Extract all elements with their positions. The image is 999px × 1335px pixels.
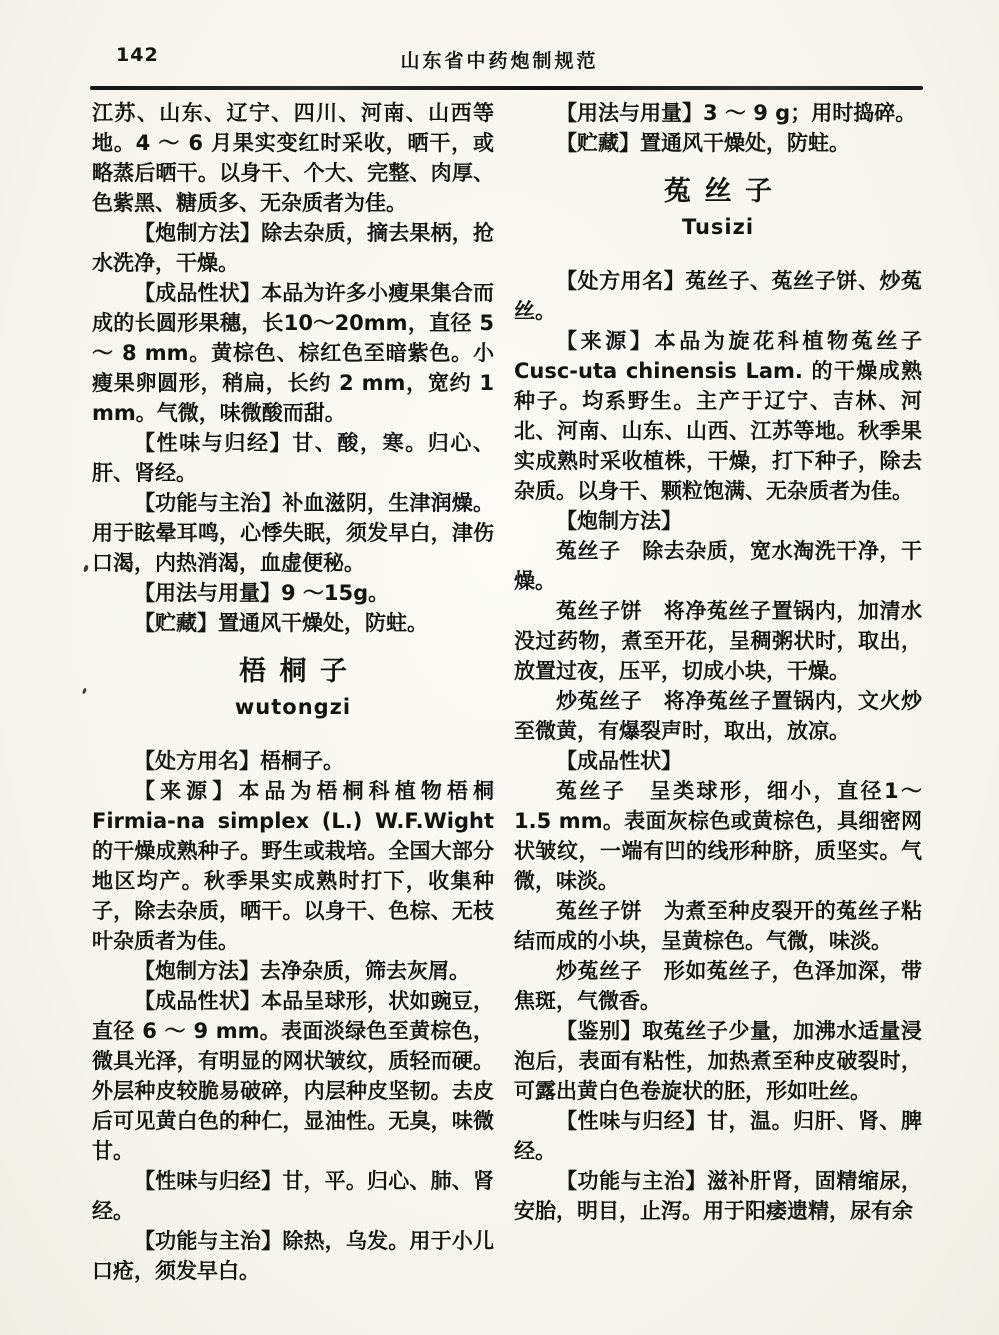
paragraph-zhucang (514, 128, 922, 158)
scan-speck (83, 565, 89, 573)
field-label: 【用法与用量】 (134, 581, 281, 605)
paragraph-gongneng (514, 1166, 922, 1226)
paragraph-paozhi (92, 956, 494, 986)
field-text: 去净杂质，筛去灰屑。 (260, 959, 470, 983)
paragraph-gongneng (92, 1226, 494, 1286)
paragraph-xingwei (514, 1106, 922, 1166)
paragraph-zhucang (92, 608, 494, 638)
field-text: 滋补肝肾，固精缩尿，安胎，明目，止泻。用于阳痿遗精，尿有余 (514, 1169, 922, 1223)
paragraph-entry-tusizi-desc (514, 776, 922, 896)
field-label: 【性味与归经】 (556, 1109, 707, 1133)
scan-speck (82, 688, 87, 695)
field-label: 【炮制方法】 (556, 509, 682, 533)
paragraph-chufang (514, 266, 922, 326)
field-text: 除去杂质，摘去果柄，抢水洗净，干燥。 (92, 221, 494, 275)
field-label: 【贮藏】 (134, 611, 218, 635)
field-text: 本品为许多小瘦果集合而成的长圆形果穗，长10～20mm，直径 5 ～ 8 mm。黄棕色、棕红色至暗紫色。小瘦果卵圆形，稍扁，长约 2 mm，宽约 1 mm。气微，味微酸而甜。 (92, 281, 494, 425)
field-text: 将净菟丝子置锅内，加清水没过药物，煮至开花，呈稠粥状时，取出，放置过夜，压平，切成小块，干燥。 (514, 599, 922, 683)
field-text: 甘，温。归肝、肾、脾经。 (514, 1109, 922, 1163)
paragraph-entry-tusizi (514, 536, 922, 596)
article-header-tusizi (514, 174, 922, 242)
field-text: 菟丝子、菟丝子饼、炒菟丝。 (514, 269, 922, 323)
article-title: 菟丝子 (664, 176, 786, 207)
field-label: 【来源】 (556, 329, 655, 353)
field-text: 为煮至种皮裂开的菟丝子粘结而成的小块，呈黄棕色。气微，味淡。 (514, 899, 922, 953)
paragraph-laiyuan (92, 776, 494, 956)
paragraph-paozhi-head (514, 506, 922, 536)
field-text: 3 ～ 9 g；用时捣碎。 (703, 101, 917, 125)
field-label: 【性味与归经】 (134, 431, 293, 455)
field-label: 【处方用名】 (556, 269, 686, 293)
field-label: 【来源】 (134, 779, 239, 803)
paragraph-paozhi (92, 218, 494, 278)
paragraph-entry-tusizibing (514, 596, 922, 686)
field-text: 置通风干燥处，防蛀。 (218, 611, 428, 635)
field-label: 菟丝子饼 (556, 899, 643, 923)
paragraph-entry-chaotusizi (514, 686, 922, 746)
field-label: 菟丝子 (556, 539, 621, 563)
article-title: 梧桐子 (239, 656, 361, 687)
field-label: 【处方用名】 (134, 749, 260, 773)
field-label: 【功能与主治】 (134, 491, 283, 515)
field-label: 【鉴别】 (556, 1019, 643, 1043)
field-label: 【成品性状】 (134, 989, 262, 1013)
field-label: 【功能与主治】 (556, 1169, 707, 1193)
paragraph-xingwei (92, 428, 494, 488)
field-label: 【成品性状】 (556, 749, 682, 773)
paragraph-chufang (92, 746, 494, 776)
paragraph-yongfa (514, 98, 922, 128)
field-text: 除去杂质，宽水淘洗干净，干燥。 (514, 539, 922, 593)
field-label: 【性味与归经】 (134, 1169, 283, 1193)
field-text: 本品为梧桐科植物梧桐Firmia-na simplex (L.) W.F.Wight 的干燥成熟种子。野生或栽培。全国大部分地区均产。秋季果实成熟时打下，收集种子，除去杂质，晒干。以身干、色棕、无枝叶杂质者为佳。 (92, 779, 495, 953)
field-label: 【炮制方法】 (134, 221, 262, 245)
field-label: 【用法与用量】 (556, 101, 703, 125)
field-text: 甘，平。归心、肺、肾经。 (92, 1169, 494, 1223)
paragraph-continuation (92, 98, 494, 218)
paragraph-yongfa (92, 578, 494, 608)
left-column (92, 98, 494, 1286)
field-label: 【炮制方法】 (134, 959, 260, 983)
paragraph-entry-chaotusizi-desc (514, 956, 922, 1016)
field-text: 9 ～15g。 (281, 581, 390, 605)
field-text: 取菟丝子少量，加沸水适量浸泡后，表面有粘性，加热煮至种皮破裂时，可露出黄白色卷旋状的胚，形如吐丝。 (514, 1019, 922, 1103)
field-label: 菟丝子饼 (556, 599, 643, 623)
field-text: 江苏、山东、辽宁、四川、河南、山西等地。4 ～ 6 月果实变红时采收，晒干，或略蒸后晒干。以身干、个大、完整、肉厚、色紫黑、糖质多、无杂质者为佳。 (92, 101, 494, 215)
paragraph-laiyuan (514, 326, 922, 506)
field-text: 置通风干燥处，防蛀。 (640, 131, 850, 155)
paragraph-chengpin-head (514, 746, 922, 776)
field-label: 【功能与主治】 (134, 1229, 283, 1253)
field-text: 梧桐子。 (260, 749, 344, 773)
header-rule (90, 86, 923, 90)
running-head-title: 山东省中药炮制规范 (400, 50, 599, 72)
field-text: 形如菟丝子，色泽加深，带焦斑，气微香。 (514, 959, 922, 1013)
field-label: 【贮藏】 (556, 131, 640, 155)
paragraph-gongneng (92, 488, 494, 578)
field-text: 补血滋阴，生津润燥。用于眩晕耳鸣，心悸失眠，须发早白，津伤口渴，内热消渴，血虚便秘。 (92, 491, 494, 575)
article-pinyin: Tusizi (681, 215, 755, 239)
field-label: 炒菟丝子 (556, 959, 643, 983)
paragraph-chengpin (92, 986, 494, 1166)
field-label: 菟丝子 (556, 779, 627, 803)
article-pinyin: wutongzi (234, 695, 352, 719)
page-number: 142 (116, 44, 159, 66)
paragraph-chengpin (92, 278, 494, 428)
article-header-wutongzi (92, 654, 494, 722)
paragraph-entry-tusizibing-desc (514, 896, 922, 956)
field-text: 呈类球形，细小，直径1～1.5 mm。表面灰棕色或黄棕色，具细密网状皱纹，一端有凹的线形种脐，质坚实。气微，味淡。 (514, 779, 922, 893)
field-text: 除热，乌发。用于小儿口疮，须发早白。 (92, 1229, 494, 1283)
field-text: 将净菟丝子置锅内，文火炒至微黄，有爆裂声时，取出，放凉。 (514, 689, 922, 743)
right-column (514, 98, 922, 1226)
field-label: 【成品性状】 (134, 281, 262, 305)
paragraph-jianbie (514, 1016, 922, 1106)
paragraph-xingwei (92, 1166, 494, 1226)
field-label: 炒菟丝子 (556, 689, 643, 713)
field-text: 本品呈球形，状如豌豆，直径 6 ～ 9 mm。表面淡绿色至黄棕色，微具光泽，有明显的网状皱纹，质轻而硬。外层种皮较脆易破碎，内层种皮坚韧。去皮后可见黄白色的种仁，显油性。无臭，味微甘。 (92, 989, 494, 1163)
field-text: 甘、酸，寒。归心、肝、肾经。 (92, 431, 495, 485)
field-text: 本品为旋花科植物菟丝子Cusc-uta chinensis Lam. 的干燥成熟种子。均系野生。主产于辽宁、吉林、河北、河南、山东、山西、江苏等地。秋季果实成熟时采收植株，干燥，打下种子，除去杂质。以身干、颗粒饱满、无杂质者为佳。 (514, 329, 923, 503)
